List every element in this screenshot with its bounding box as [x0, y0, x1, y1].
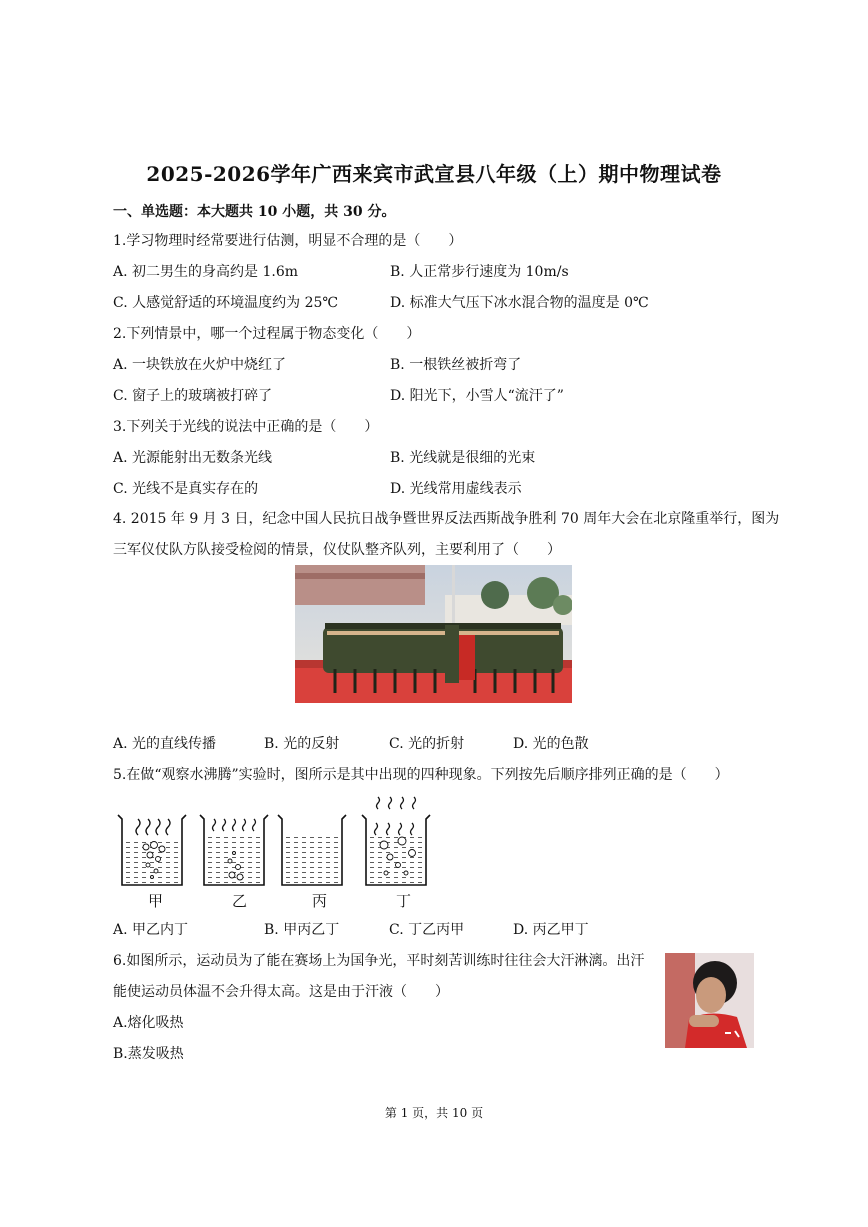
q3-option-d: D. 光线常用虚线表示 [390, 481, 522, 497]
beaker-label-ding: 丁 [396, 892, 412, 910]
question-6-stem-line2: 能使运动员体温不会升得太高。这是由于汗液（ ） [113, 984, 449, 1000]
honor-guard-photo [295, 565, 572, 703]
q1-option-a: A. 初二男生的身高约是 1.6m [113, 264, 299, 280]
question-4-stem-line2: 三军仪仗队方队接受检阅的情景，仪仗队整齐队列，主要利用了（ ） [113, 542, 561, 558]
q5-option-b: B. 甲丙乙丁 [264, 922, 340, 938]
q4-option-a: A. 光的直线传播 [113, 736, 217, 752]
honor-guard-illustration [295, 565, 572, 703]
q4-option-d: D. 光的色散 [513, 736, 589, 752]
q6-option-a: A.熔化吸热 [113, 1015, 184, 1031]
q4-option-c: C. 光的折射 [389, 736, 465, 752]
athlete-photo [665, 953, 754, 1048]
q2-option-c: C. 窗子上的玻璃被打碎了 [113, 388, 273, 404]
q5-option-c: C. 丁乙丙甲 [389, 922, 465, 938]
q3-option-a: A. 光源能射出无数条光线 [113, 450, 273, 466]
page-footer: 第 1 页，共 10 页 [384, 1106, 484, 1120]
q1-option-d: D. 标准大气压下冰水混合物的温度是 0℃ [390, 295, 649, 311]
question-3-stem: 3.下列关于光线的说法中正确的是（ ） [113, 419, 379, 435]
q4-option-b: B. 光的反射 [264, 736, 340, 752]
beaker-ding [362, 797, 430, 885]
section-heading: 一、单选题：本大题共 10 小题，共 30 分。 [113, 204, 396, 220]
athlete-illustration [665, 953, 754, 1048]
q5-option-a: A. 甲乙内丁 [113, 922, 189, 938]
beaker-label-yi: 乙 [232, 892, 248, 910]
beaker-yi [200, 815, 268, 885]
q1-option-b: B. 人正常步行速度为 10m/s [390, 264, 569, 280]
question-1-stem: 1.学习物理时经常要进行估测，明显不合理的是（ ） [113, 233, 463, 249]
q2-option-a: A. 一块铁放在火炉中烧红了 [113, 357, 287, 373]
boiling-beakers-diagram [112, 795, 442, 890]
question-6-stem-line1: 6.如图所示，运动员为了能在赛场上为国争光，平时刻苦训练时往往会大汗淋漓。出汗 [113, 953, 645, 969]
q2-option-b: B. 一根铁丝被折弯了 [390, 357, 522, 373]
q3-option-b: B. 光线就是很细的光束 [390, 450, 536, 466]
beaker-jia [118, 815, 186, 885]
q6-option-b: B.蒸发吸热 [113, 1046, 184, 1062]
question-4-stem-line1: 4. 2015 年 9 月 3 日，纪念中国人民抗日战争暨世界反法西斯战争胜利 70 周年大会在北京隆重举行，图为 [113, 511, 780, 527]
q1-option-c: C. 人感觉舒适的环境温度约为 25℃ [113, 295, 339, 311]
q2-option-d: D. 阳光下，小雪人“流汗了” [390, 388, 564, 404]
q5-option-d: D. 丙乙甲丁 [513, 922, 589, 938]
page-title: 2025-2026学年广西来宾市武宣县八年级（上）期中物理试卷 [146, 162, 722, 186]
q3-option-c: C. 光线不是真实存在的 [113, 481, 259, 497]
question-2-stem: 2.下列情景中，哪一个过程属于物态变化（ ） [113, 326, 421, 342]
beaker-label-bing: 丙 [312, 892, 328, 910]
beaker-bing [278, 815, 346, 885]
beaker-label-jia: 甲 [148, 892, 164, 910]
question-5-stem: 5.在做“观察水沸腾”实验时，图所示是其中出现的四种现象。下列按先后顺序排列正确的是（ ） [113, 767, 729, 783]
